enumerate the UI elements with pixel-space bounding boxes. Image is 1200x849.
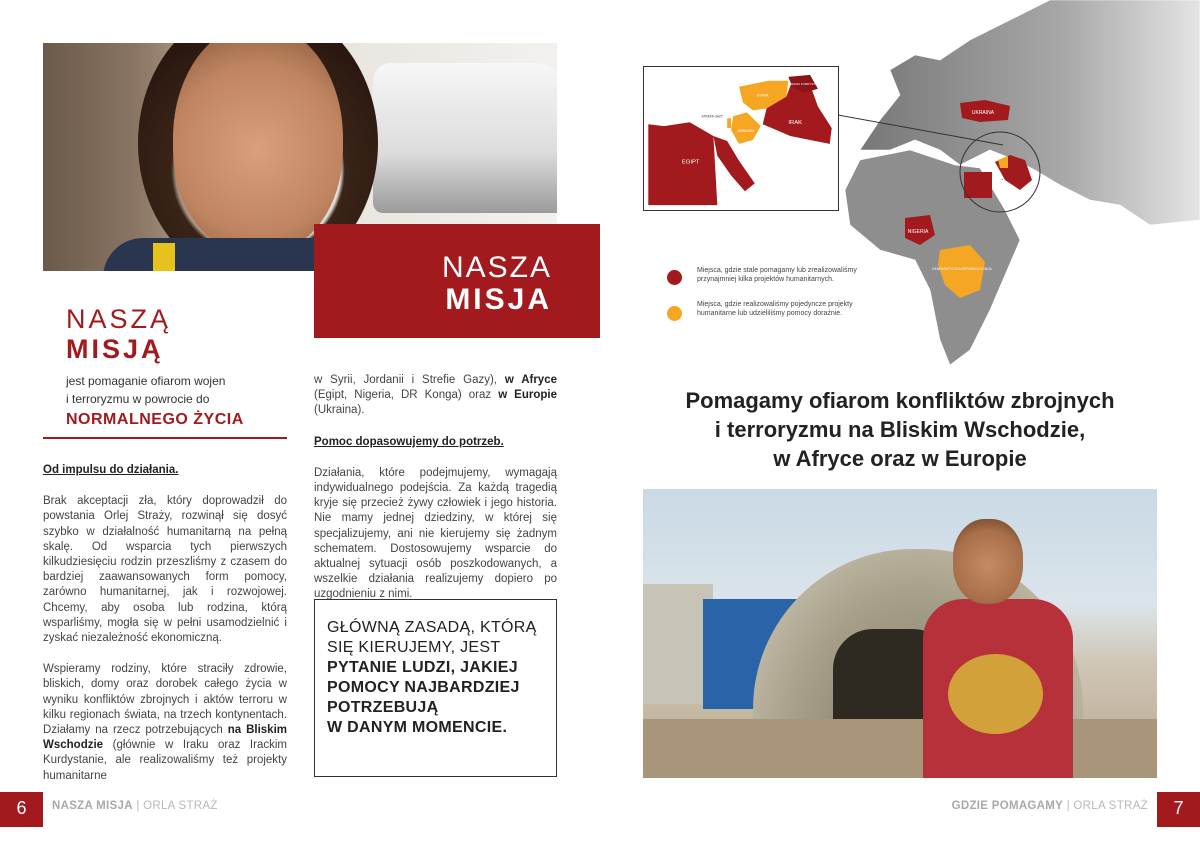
map-label-congo: DEMOKRATYCZNA REPUBLIKA KONGA	[932, 267, 992, 271]
mission-heading	[66, 304, 171, 364]
continued-text-e: (Ukraina).	[314, 404, 365, 417]
quote-line2: SIĘ KIERUJEMY, JEST	[327, 639, 501, 656]
inset-gaza	[727, 118, 731, 128]
paragraph-3: Działania, które podejmujemy, wymagają indywidualnego podejścia. Za każdą tragedią kryje się przecież żywy człowiek i jego historia. Nie mamy jednej dziedziny, w której się specjalizujemy, ani nie kierujemy się żadnym schematem. Dostosowujemy wsparcie do aktualnej sytuacji osób poszkodowanych, a wszelkie działania realizujemy dopiero po uzgodnieniu z nimi.	[314, 466, 557, 601]
legend-text-orange: Miejsca, gdzie realizowaliśmy pojedyncze projekty humanitarne lub udzieliliśmy pomocy doraźnie.	[697, 301, 853, 317]
legend-dot-orange	[667, 306, 682, 321]
footer-right-brand: ORLA STRAŻ	[1073, 800, 1148, 812]
continued-text-c: (Egipt, Nigeria, DR Konga) oraz	[314, 389, 499, 402]
bold-middle-east: na Bliskim Wschodzie	[43, 724, 287, 752]
world-map	[820, 0, 1200, 370]
divider-line	[43, 437, 287, 439]
subheading-needs: Pomoc dopasowujemy do potrzeb.	[314, 435, 504, 448]
bold-europe: w Europie	[498, 389, 557, 402]
intro-line2: i terroryzmu w powrocie do	[66, 392, 210, 406]
legend-text-red: Miejsca, gdzie stale pomagamy lub zrealizowaliśmy przynajmniej kilka projektów humanitarnych.	[697, 267, 857, 283]
boy-face	[953, 519, 1023, 604]
ground	[643, 719, 1157, 778]
text-column-1	[43, 463, 287, 800]
boy-photo	[643, 489, 1157, 778]
page-number-right: 7	[1157, 792, 1200, 827]
inset-connector	[838, 110, 1018, 180]
bold-africa: w Afryce	[504, 374, 557, 386]
page-number-left: 6	[0, 792, 43, 827]
footer-left	[52, 800, 218, 812]
paragraph-1: Brak akceptacji zła, który doprowadził do powstania Orlej Straży, rozwinął się dosyć szybko w działalność humanitarną na pełną skalę. Od wsparcia tych pierwszych kilkudziesięciu rodzin przeszliśmy z czasem do bardziej zaawansowanych form pomocy, zarówno humanitarnej, jak i rozwojowej. Chcemy, aby osoba lub rodzina, którą wsparliśmy, mogła się w pełni usamodzielnić i zyskać niezależność ekonomiczną.	[43, 495, 287, 645]
headline-line1: Pomagamy ofiarom konfliktów zbrojnych	[685, 388, 1115, 413]
quote-line1: GŁÓWNĄ ZASADĄ, KTÓRĄ	[327, 619, 537, 636]
paragraph-continued	[314, 373, 557, 419]
headline-line2: i terroryzmu na Bliskim Wschodzie,	[714, 417, 1086, 442]
africa-shape	[845, 150, 1020, 365]
shirt-print	[948, 654, 1043, 734]
footer-right	[952, 800, 1148, 812]
quote-line4: POMOCY NAJBARDZIEJ	[327, 679, 520, 696]
where-we-help-headline	[643, 386, 1157, 473]
quote-line5: POTRZEBUJĄ	[327, 699, 439, 716]
footer-right-section: GDZIE POMAGAMY	[951, 800, 1064, 812]
inset-label-jordan: JORDANIA	[737, 129, 755, 134]
paragraph-2-text: Wspieramy rodziny, które straciły zdrowie, bliskich, domy oraz dorobek całego życia w wyniku konfliktów zbrojnych i aktów terroru w kilku regionach świata, na trzech kontynentach. Działamy na rzecz potrzebujących	[43, 663, 287, 737]
intro-emphasis: NORMALNEGO ŻYCIA	[66, 411, 244, 428]
footer-left-brand: ORLA STRAŻ	[143, 800, 218, 812]
intro-line1: jest pomaganie ofiarom wojen	[66, 374, 226, 388]
footer-left-section: NASZA MISJA	[52, 800, 133, 812]
mission-box-line2: MISJA	[445, 283, 552, 316]
inset-sinai	[713, 136, 754, 191]
quote-box	[314, 599, 557, 777]
legend-dot-red	[667, 270, 682, 285]
inset-label-egypt: EGIPT	[681, 159, 700, 166]
paragraph-2	[43, 662, 287, 784]
inset-label-kurdistan: IRACKI KURDYSTAN	[790, 81, 819, 86]
continued-text-a: w Syrii, Jordanii i Strefie Gazy),	[314, 374, 505, 386]
shirt-strap	[153, 243, 175, 271]
footer-left-separator: |	[132, 800, 144, 812]
text-column-2	[314, 373, 557, 619]
paragraph-2-text-end: (głównie w Iraku oraz Irackim Kurdystanie, ale realizowaliśmy też projekty humanitarne	[43, 739, 287, 782]
mission-title-box	[314, 224, 600, 338]
mission-box-line1: NASZA	[441, 251, 552, 284]
vehicle-background	[373, 63, 557, 213]
inset-label-gaza: STREFA GAZY	[701, 114, 724, 119]
subheading-impulse: Od impulsu do działania.	[43, 464, 179, 476]
mission-heading-line1: NASZĄ	[66, 304, 172, 334]
quote-line3: PYTANIE LUDZI, JAKIEJ	[327, 659, 518, 676]
inset-label-iraq: IRAK	[788, 120, 803, 127]
mission-intro	[66, 372, 286, 408]
girl-face	[173, 43, 343, 253]
middle-east-inset-map	[643, 66, 839, 211]
inset-label-syria: SYRIA	[756, 92, 769, 98]
headline-line3: w Afryce oraz w Europie	[773, 446, 1027, 471]
inset-map-svg	[644, 67, 838, 210]
map-label-nigeria: NIGERIA	[907, 229, 929, 235]
quote-line6: W DANYM MOMENCIE.	[327, 719, 508, 736]
footer-right-separator: |	[1063, 800, 1074, 812]
mission-heading-line2: MISJĄ	[66, 334, 164, 364]
map-label-ukraine: UKRAINA	[971, 110, 995, 116]
